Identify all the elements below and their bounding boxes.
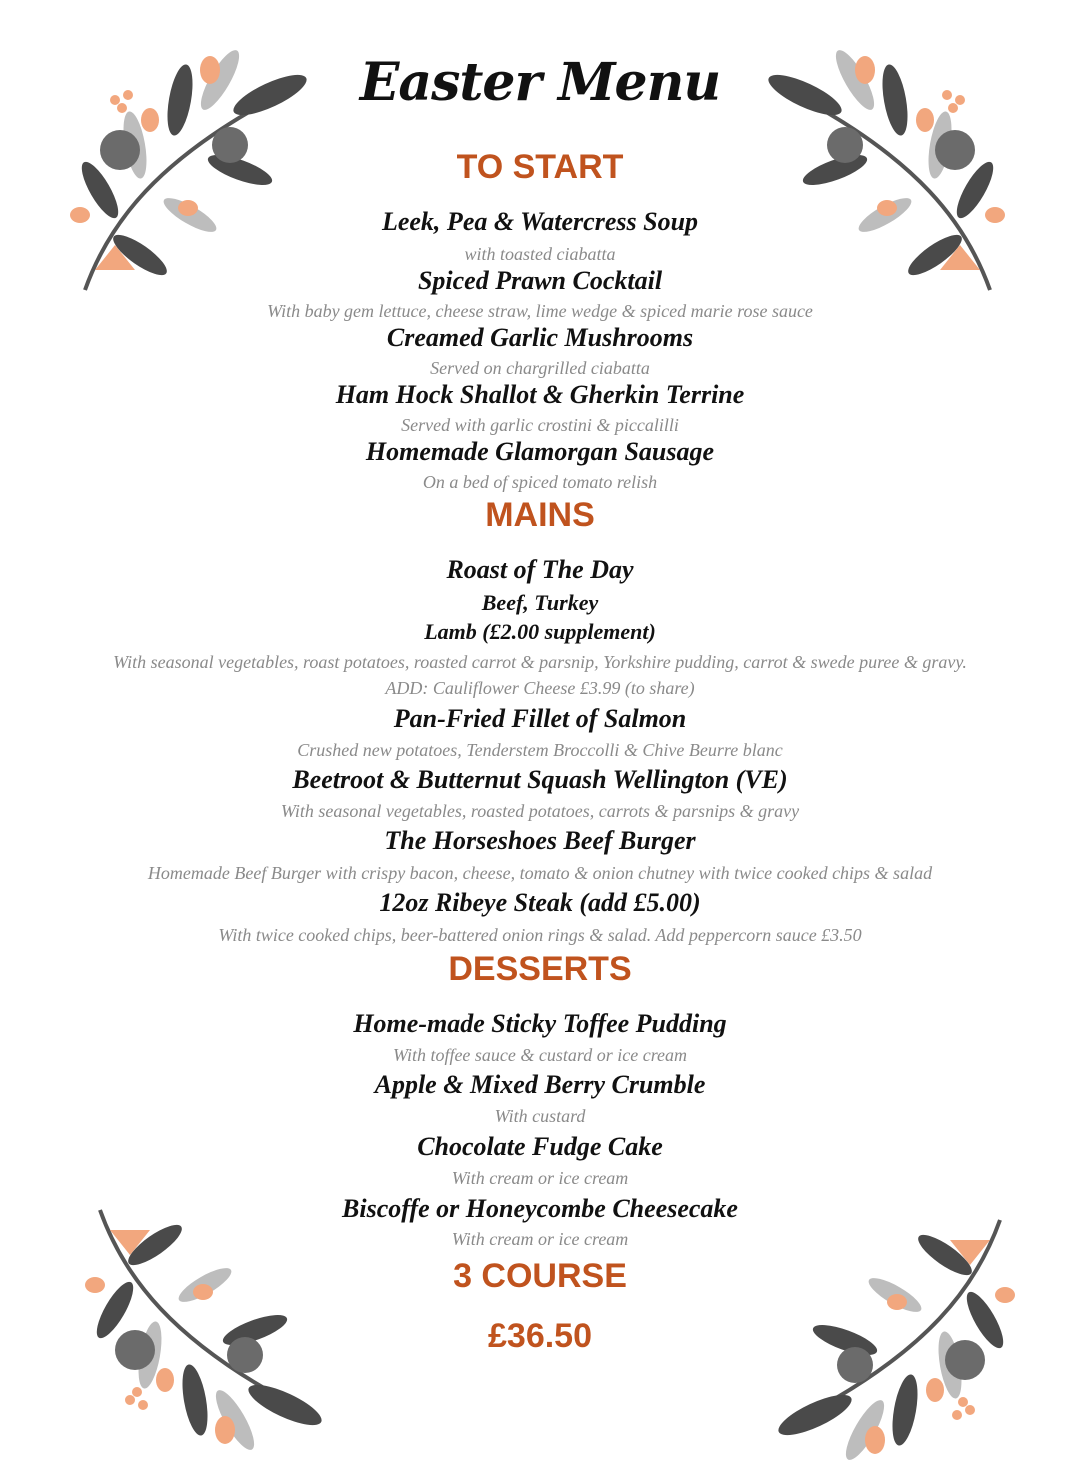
starter-description: with toasted ciabatta [464,244,616,264]
offer-price: £36.50 [488,1317,592,1355]
dessert-description: With cream or ice cream [451,1229,629,1249]
main-description: With twice cooked chips, beer-battered onion rings & salad. Add peppercorn sauce £3.50 [218,925,862,945]
main-name: Beetroot & Butternut Squash Wellington (VE) [292,765,788,794]
main-description: Homemade Beef Burger with crispy bacon, cheese, tomato & onion chutney with twice cooked chips & salad [147,863,933,883]
dessert-description: With cream or ice cream [451,1168,629,1188]
dessert-description: With toffee sauce & custard or ice cream [392,1045,688,1065]
starter-description: With baby gem lettuce, cheese straw, lime wedge & spiced marie rose sauce [267,301,813,321]
section-heading-start: TO START [456,148,624,186]
main-description: With seasonal vegetables, roasted potatoes, carrots & parsnips & gravy [280,801,800,821]
dessert-name: Apple & Mixed Berry Crumble [374,1070,706,1099]
main-addon: ADD: Cauliflower Cheese £3.99 (to share) [385,678,695,698]
starter-name: Homemade Glamorgan Sausage [365,437,715,466]
main-name: The Horseshoes Beef Burger [384,826,696,855]
offer-label: 3 COURSE [453,1257,627,1295]
main-name: 12oz Ribeye Steak (add £5.00) [379,888,701,917]
roast-options: Beef, Turkey [481,590,599,615]
dessert-name: Biscoffe or Honeycombe Cheesecake [342,1194,738,1223]
main-name: Roast of The Day [446,555,634,584]
starter-name: Ham Hock Shallot & Gherkin Terrine [335,380,745,409]
section-heading-desserts: DESSERTS [448,950,632,988]
starter-description: Served on chargrilled ciabatta [430,358,650,378]
main-description: Crushed new potatoes, Tenderstem Broccolli & Chive Beurre blanc [297,740,783,760]
starter-name: Spiced Prawn Cocktail [417,266,663,295]
starter-description: On a bed of spiced tomato relish [422,472,658,492]
main-description: With seasonal vegetables, roast potatoes, roasted carrot & parsnip, Yorkshire pudding, carrot & swede puree & gravy. [113,652,967,672]
roast-options: Lamb (£2.00 supplement) [424,619,656,644]
starter-name: Creamed Garlic Mushrooms [386,323,694,352]
starter-description: Served with garlic crostini & piccalilli [401,415,679,435]
dessert-name: Home-made Sticky Toffee Pudding [353,1009,727,1038]
section-heading-mains: MAINS [485,496,595,534]
dessert-description: With custard [494,1106,586,1126]
main-name: Pan-Fried Fillet of Salmon [393,704,687,733]
dessert-name: Chocolate Fudge Cake [417,1132,663,1161]
starter-name: Leek, Pea & Watercress Soup [381,207,699,236]
menu-title: Easter Menu [359,52,721,113]
